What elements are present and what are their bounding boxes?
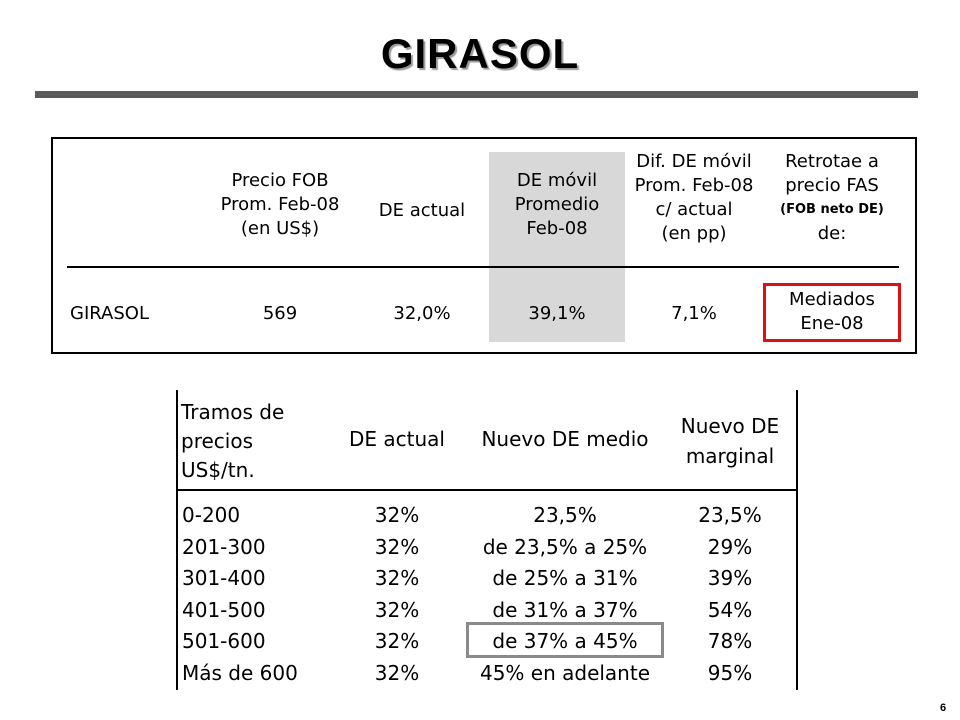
row-dif: 7,1% <box>671 303 717 324</box>
cell-tramo: 0-200 <box>182 503 241 527</box>
header-de-movil <box>489 169 625 241</box>
header-nuevo-marginal <box>668 411 792 471</box>
header-line: Tramos de <box>181 400 285 424</box>
row-precio: 569 <box>262 303 298 324</box>
cell-medio: de 23,5% a 25% <box>482 534 648 559</box>
header-nuevo-medio: Nuevo DE medio <box>481 427 649 451</box>
retrotrae-line: Mediados <box>789 289 875 310</box>
header-line: US$/tn. <box>181 458 255 482</box>
header-line: Dif. DE móvil <box>636 151 752 172</box>
header-line: (en pp) <box>661 223 727 244</box>
cell-actual: 32% <box>374 503 420 527</box>
table-row <box>178 564 796 595</box>
tramos-header-divider <box>176 489 798 491</box>
cell-medio: de 25% a 31% <box>492 566 638 590</box>
tramo-highlight-box <box>466 622 664 658</box>
summary-header-divider <box>67 266 899 268</box>
header-line: (FOB neto DE) <box>780 202 884 217</box>
title-divider <box>35 91 918 98</box>
cell-actual: 32% <box>374 660 420 685</box>
cell-tramo: 501-600 <box>182 629 266 653</box>
header-line: Precio FOB <box>231 170 329 191</box>
header-line: (en US$) <box>240 218 320 239</box>
cell-actual: 32% <box>374 597 420 622</box>
cell-medio: de 37% a 45% <box>492 629 638 653</box>
cell-actual: 32% <box>374 534 420 559</box>
cell-marginal: 23,5% <box>698 503 762 527</box>
header-line: Nuevo DE <box>680 414 780 438</box>
header-line: Retrotae a <box>785 151 879 172</box>
header-line: Feb-08 <box>526 218 588 239</box>
cell-marginal: 54% <box>707 597 753 622</box>
page-title: GIRASOL <box>380 30 580 77</box>
header-line: DE actual <box>378 200 466 221</box>
retrotrae-line: Ene-08 <box>800 313 864 334</box>
header-line: marginal <box>685 444 775 468</box>
header-line: de: <box>817 223 847 244</box>
table-row <box>178 659 796 690</box>
table-row <box>178 533 796 564</box>
header-line: Promedio <box>514 194 600 215</box>
cell-marginal: 78% <box>707 629 753 653</box>
cell-medio: 45% en adelante <box>479 660 651 685</box>
header-precio-fob <box>205 169 355 241</box>
cell-tramo: 301-400 <box>182 566 266 590</box>
cell-tramo: 201-300 <box>182 534 266 559</box>
header-de-actual <box>366 199 478 223</box>
row-de-movil: 39,1% <box>528 303 586 324</box>
tramos-table-right-border <box>796 390 798 690</box>
cell-tramo: Más de 600 <box>182 660 298 685</box>
header-line: precio FAS <box>785 175 879 196</box>
header-de-actual-2: DE actual <box>349 427 445 451</box>
cell-actual: 32% <box>374 629 420 653</box>
row-de-actual: 32,0% <box>393 303 451 324</box>
header-line: precios <box>181 429 253 453</box>
header-retrotrae <box>764 150 900 246</box>
cell-marginal: 39% <box>707 566 753 590</box>
cell-marginal: 95% <box>707 660 753 685</box>
cell-tramo: 401-500 <box>182 597 266 622</box>
cell-medio: de 31% a 37% <box>492 597 638 622</box>
retrotrae-highlight-box <box>763 283 901 342</box>
cell-marginal: 29% <box>707 534 753 559</box>
header-line: Prom. Feb-08 <box>634 175 754 196</box>
page-number: 6 <box>940 702 947 714</box>
cell-medio: 23,5% <box>533 503 597 527</box>
header-line: Prom. Feb-08 <box>220 194 340 215</box>
header-tramos <box>181 398 284 485</box>
header-line: DE móvil <box>516 170 598 191</box>
table-row <box>178 501 796 532</box>
header-line: c/ actual <box>655 199 733 220</box>
header-dif-de-movil <box>626 150 762 246</box>
row-label: GIRASOL <box>70 303 149 324</box>
cell-actual: 32% <box>374 566 420 590</box>
